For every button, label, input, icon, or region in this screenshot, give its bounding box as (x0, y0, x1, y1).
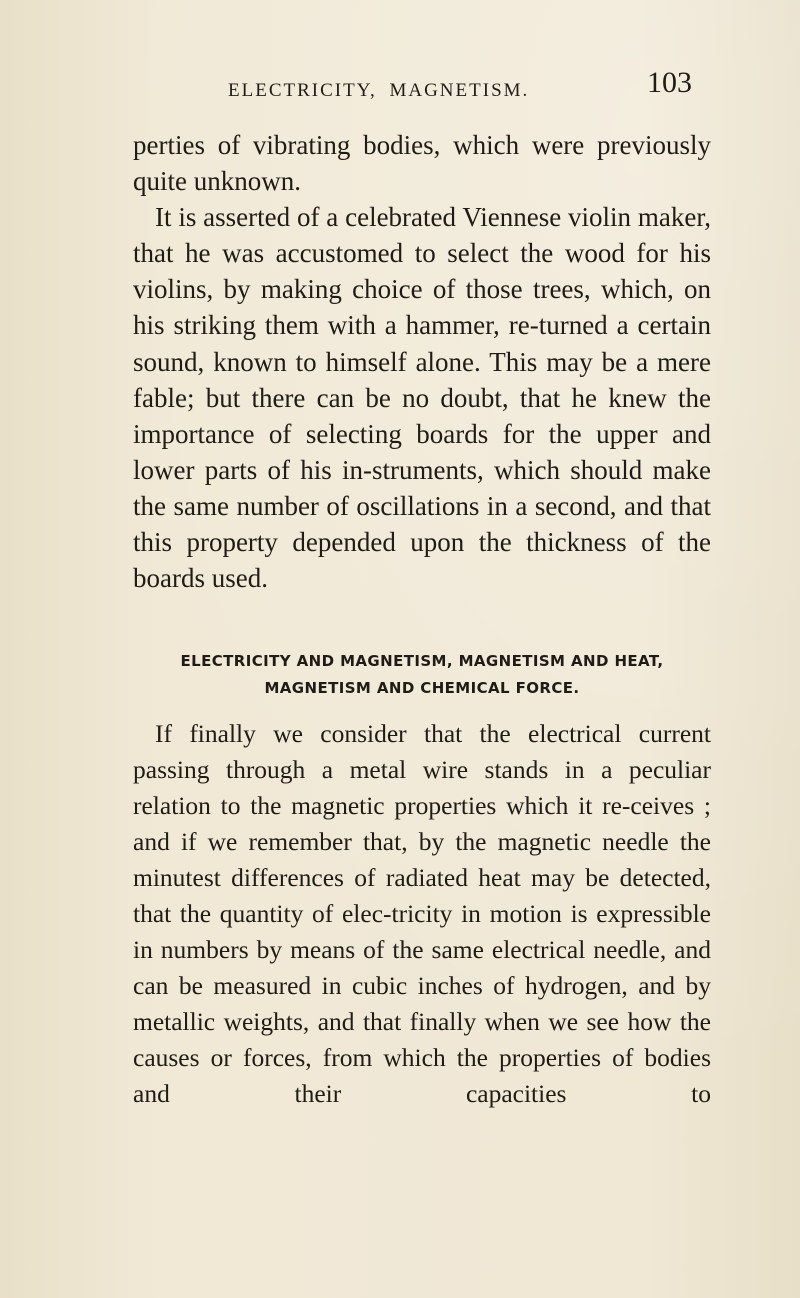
running-head: ELECTRICITY, MAGNETISM. (228, 80, 530, 101)
paragraph-violin-maker: It is asserted of a celebrated Viennese violin maker, that he was accustomed to select the wood for his violins, by making choice of those trees, which, on his striking them with a hammer, re-turned a certain sound, known to himself alone. This may be a mere fable; but there can be no doubt, that he knew the importance of selecting boards for the upper and lower parts of his in-struments, which should make the same number of oscillations in a second, and that this property depended upon the thickness of the boards used. (133, 202, 711, 594)
paragraph-continuation: perties of vibrating bodies, which were previously quite unknown. (133, 130, 711, 197)
page-number: 103 (647, 66, 692, 99)
paragraph-electrical-current: If finally we consider that the electrical current passing through a metal wire stands in a peculiar relation to the magnetic properties which it re-ceives ; and if we remember that, by the magnetic needle the minutest differences of radiated heat may be detected, that the quantity of elec-tricity in motion is expressible in numbers by means of the same electrical needle, and can be measured in cubic inches of hydrogen, and by metallic weights, and that finally when we see how the causes or forces, from which the properties of bodies and their capacities to (133, 719, 711, 1108)
paragraph-block-1 (133, 127, 711, 596)
section-heading: ELECTRICITY AND MAGNETISM, MAGNETISM AND HEAT, MAGNETISM AND CHEMICAL FORCE. (180, 652, 664, 697)
